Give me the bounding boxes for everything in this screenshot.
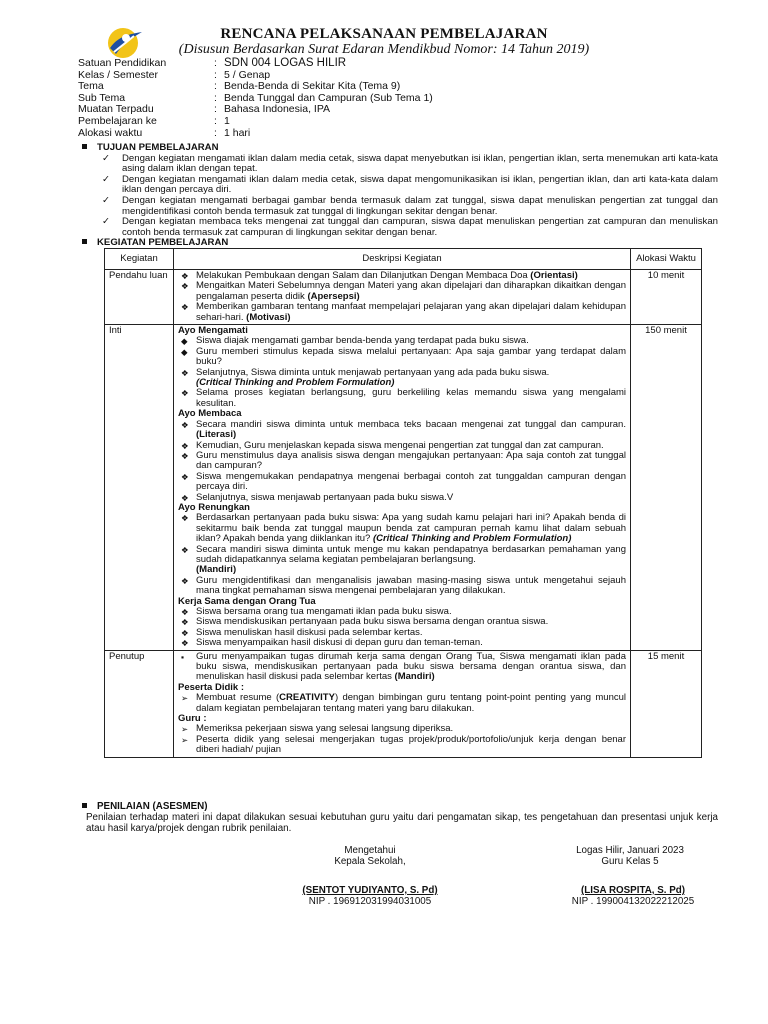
arrow-bullet-icon: ➢ [181,724,189,735]
identity-row [78,116,433,128]
diamond-outline-bullet-icon: ❖ [181,638,189,649]
square-bullet-icon [82,144,87,149]
checkmark-icon: ✓ [102,194,111,206]
diamond-outline-bullet-icon: ❖ [181,281,189,292]
square-bullet-icon [82,239,87,244]
identity-value: 5 / Genap [224,68,271,81]
tujuan-section [78,143,718,238]
list-item: ❖ Secara mandiri siswa diminta untuk menge mu kakan pendapatnya berdasarkan pemahaman yang sudah didapatkannya selama kegiatan pembelajaran berlangsung. (Mandiri) [181,543,626,576]
signature-right-line1: Logas Hilir, Januari 2023 [576,845,684,856]
list-item: ❖ Guru mengidentifikasi dan menganalisis jawaban masing-masing siswa untuk mengetahui sejauh mana tingkat pemahaman siswa mengenai pembelajaran yang dilakukan. [181,574,626,597]
row-time: 15 menit [631,650,702,757]
identity-value: Bahasa Indonesia, IPA [224,103,331,116]
subheading: Ayo Mengamati [178,325,248,337]
kegiatan-heading: KEGIATAN PEMBELAJARAN [78,238,718,249]
objective-item: ✓ Dengan kegiatan mengamati berbagai gambar benda termasuk dalam zat tunggal, siswa dapat menuliskan pengertian zat tunggal dan mengidentifikasi contoh benda termasuk zat tunggal di lingkungan sekitar dengan benar. [102,194,718,217]
checkmark-icon: ✓ [102,152,111,164]
subheading: Ayo Renungkan [178,501,250,513]
dot-bullet-icon: ▪ [181,651,185,662]
square-bullet-icon [82,803,87,808]
identity-colon: : [214,114,217,127]
column-header-alokasi: Alokasi Waktu [631,249,702,270]
subheading: Guru : [178,713,207,725]
identity-colon: : [214,57,217,69]
table-row-pendahuluan [105,270,702,325]
identity-colon: : [214,126,217,139]
list-item: ❖ Selanjutnya, siswa menjawab pertanyaan pada buku siswa.V [181,491,454,503]
objective-item: ✓ Dengan kegiatan mengamati iklan dalam media cetak, siswa dapat menyebutkan isi iklan, pengertian iklan, serta menemukan arti kata-kata asing dalam iklan dengan tepat. [102,152,718,175]
objective-item: ✓ Dengan kegiatan mengamati iklan dalam media cetak, siswa dapat mengomunikasikan isi iklan, pengertian iklan, dan arti kata-kata dalam iklan dengan percaya diri. [102,173,718,196]
list-item: ❖ Siswa menyampaikan hasil diskusi di depan guru dan teman-teman. [181,637,483,649]
table-header-row [105,249,702,270]
subheading: Ayo Membaca [178,408,242,420]
list-item: ❖ Mengaitkan Materi Sebelumnya dengan Materi yang akan dipelajari dan diharapkan dikaitkan dengan pengalaman peserta didik (Apersepsi) [181,280,626,302]
table-row-inti [105,325,702,651]
row-label: Penutup [105,650,174,757]
identity-value: 1 hari [224,126,251,139]
diamond-outline-bullet-icon: ❖ [181,471,189,482]
table-row-penutup [105,650,702,757]
list-item: ◆ Guru memberi stimulus kepada siswa melalui pertanyaan: Apa saja gambar yang terdapat dalam buku? [181,345,626,368]
signature-left-nip: NIP . 196912031994031005 [308,896,432,907]
penilaian-text: Penilaian terhadap materi ini dapat dilakukan sesuai kebutuhan guru yaitu dari pengamatan sikap, tes pengetahuan dan presentasi unjuk kerja atau hasil karya/projek dengan rubrik penilaian. [86,812,718,835]
signature-right-line2: Guru Kelas 5 [601,856,659,867]
diamond-outline-bullet-icon: ❖ [181,627,189,638]
row-description [174,325,631,651]
diamond-outline-bullet-icon: ❖ [181,544,189,555]
column-header-deskripsi: Deskripsi Kegiatan [174,249,631,270]
identity-key: Tema [78,80,104,93]
document-subtitle: (Disusun Berdasarkan Surat Edaran Mendikbud Nomor: 14 Tahun 2019) [178,42,590,57]
diamond-outline-bullet-icon: ❖ [181,575,189,586]
diamond-outline-bullet-icon: ❖ [181,302,189,313]
list-item: ➢ Memeriksa pekerjaan siswa yang selesai langsung diperiksa. [181,723,454,735]
identity-key: Pembelajaran ke [78,114,157,127]
objective-item: ✓ Dengan kegiatan membaca teks mengenai zat tunggal dan campuran, siswa dapat menuliskan pengertian zat campuran dan menuliskan contoh benda termasuk zat campuran di lingkungan sekitar dengan benar. [102,216,718,238]
checkmark-icon: ✓ [102,173,111,185]
identity-value: SDN 004 LOGAS HILIR [224,57,347,69]
tujuan-heading: TUJUAN PEMBELAJARAN [78,143,718,154]
list-item: ❖ Siswa mengemukakan pendapatnya mengenai berbagai contoh zat tunggaldan campuran dengan percaya diri. [181,470,626,493]
row-time: 150 menit [631,325,702,651]
document-title: RENCANA PELAKSANAAN PEMBELAJARAN [220,26,548,42]
column-header-kegiatan: Kegiatan [105,249,174,270]
list-item: ❖ Siswa mendiskusikan pertanyaan pada buku siswa bersama dengan orantua siswa. [181,616,549,628]
list-item: ❖ Memberikan gambaran tentang manfaat mempelajari pelajaran yang akan dipelajari dalam kehidupan sehari-hari. (Motivasi) [181,301,626,323]
diamond-bullet-icon: ◆ [181,336,188,347]
subheading: Peserta Didik : [178,681,244,693]
signature-right-nip: NIP . 199004132022212025 [571,896,695,907]
list-item: ❖ Selanjutnya, Siswa diminta untuk menjawab pertanyaan yang ada pada buku siswa. (Critical Thinking and Problem Formulation) [181,366,550,389]
activities-table [104,248,702,758]
arrow-bullet-icon: ➢ [181,693,189,704]
diamond-outline-bullet-icon: ❖ [181,367,189,378]
list-item: ❖ Kemudian, Guru menjelaskan kepada siswa mengenai pengertian zat tunggal dan zat campuran. [181,439,604,451]
list-item: ❖ Siswa bersama orang tua mengamati iklan pada buku siswa. [181,606,452,617]
diamond-outline-bullet-icon: ❖ [181,440,189,451]
row-description [174,650,631,757]
identity-row [78,58,433,70]
signature-left-block [282,885,458,907]
identity-key: Alokasi waktu [78,126,143,139]
list-item: ❖ Melakukan Pembukaan dengan Salam dan Dilanjutkan Dengan Membaca Doa (Orientasi) [181,270,578,281]
list-item: ❖ Siswa menuliskan hasil diskusi pada selembar kertas. [181,626,423,638]
list-item: ➢ Peserta didik yang selesai mengerjakan tugas projek/produk/portofolio/unjuk kerja dengan benar diberi hadiah/ pujian [181,733,626,756]
diamond-outline-bullet-icon: ❖ [181,419,189,430]
row-description [174,270,631,325]
identity-key: Muatan Terpadu [78,103,154,116]
signature-left-line2: Kepala Sekolah, [334,856,406,867]
identity-colon: : [214,80,217,93]
row-time: 10 menit [631,270,702,325]
checkmark-icon: ✓ [102,216,111,228]
identity-value: 1 [224,114,230,127]
diamond-outline-bullet-icon: ❖ [181,513,189,524]
diamond-outline-bullet-icon: ❖ [181,388,189,399]
identity-key: Sub Tema [78,91,126,104]
signature-left-line1: Mengetahui [344,845,396,856]
list-item: ❖ Guru menstimulus daya analisis siswa dengan mengajukan pertanyaan: Apa saja contoh zat tunggal dan campuran? [181,449,626,472]
list-item: ❖ Selama proses kegiatan berlangsung, guru berkeliling kelas memandu siswa yang mengalami kesulitan. [181,387,626,409]
diamond-outline-bullet-icon: ❖ [181,607,189,617]
list-item: ❖ Secara mandiri siswa diminta untuk membaca teks bacaan mengenai zat tunggal dan campuran.(Literasi) [181,418,626,441]
list-item: ❖ Berdasarkan pertanyaan pada buku siswa: Apa yang sudah kamu pelajari hari ini? Apakah benda di sekitarmu baik benda zat tunggal maupun benda zat campuran pernah kamu lihat dalam sebuah iklan? Apakah benda yang diiklankan itu? (Critical Thinking and Problem Formulation) [181,512,626,545]
signature-right-block [558,885,708,907]
identity-colon: : [214,68,217,81]
identity-colon: : [214,103,217,116]
identity-colon: : [214,91,217,104]
subheading: Kerja Sama dengan Orang Tua [178,595,316,607]
identity-key: Satuan Pendidikan [78,57,167,69]
row-label: Inti [105,325,174,651]
signature-right-header [555,845,705,867]
list-item: ◆ Siswa diajak mengamati gambar benda-benda yang terdapat pada buku siswa. [181,335,529,347]
list-item: ▪ Guru menyampaikan tugas dirumah kerja sama dengan Orang Tua, Siswa mengamati iklan pada buku siswa, mendiskusikan pertanyaan pada buku siswa bersama dengan orantua siswa, dan menuliskan hasil diskusi pada selembar kertas (Mandiri) [181,650,626,683]
diamond-outline-bullet-icon: ❖ [181,450,189,461]
arrow-bullet-icon: ➢ [181,734,189,745]
penilaian-heading: PENILAIAN (ASESMEN) [78,801,718,812]
signature-left-name: (SENTOT YUDIYANTO, S. Pd) [302,885,438,896]
signature-right-name: (LISA ROSPITA, S. Pd) [581,885,685,896]
identity-key: Kelas / Semester [78,68,158,81]
row-label: Pendahu luan [105,270,174,325]
identity-value: Benda Tunggal dan Campuran (Sub Tema 1) [224,91,433,104]
identity-table [78,58,433,139]
list-item: ➢ Membuat resume (CREATIVITY) dengan bimbingan guru tentang point-point penting yang muncul dalam kegiatan pembelajaran tentang materi yang baru dilakukan. [181,692,626,714]
diamond-outline-bullet-icon: ❖ [181,271,189,281]
identity-value: Benda-Benda di Sekitar Kita (Tema 9) [224,80,401,93]
diamond-outline-bullet-icon: ❖ [181,617,189,628]
diamond-bullet-icon: ◆ [181,346,188,357]
identity-row [78,128,433,140]
penilaian-section [78,801,718,835]
signature-left-header [300,845,440,867]
diamond-outline-bullet-icon: ❖ [181,492,189,503]
